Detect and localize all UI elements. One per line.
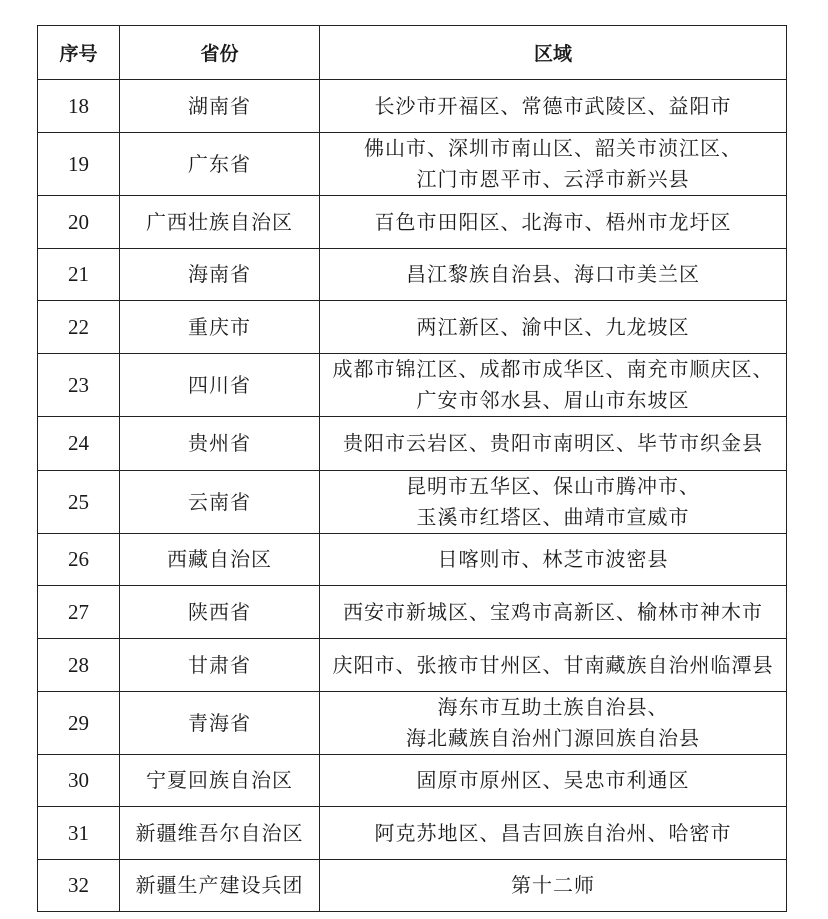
row-index: 25 — [38, 471, 120, 534]
row-index: 28 — [38, 639, 120, 692]
header-index: 序号 — [38, 26, 120, 80]
region-line: 昌江黎族自治县、海口市美兰区 — [406, 262, 700, 286]
region-line: 固原市原州区、吴忠市利通区 — [416, 768, 690, 792]
table-row — [38, 133, 787, 196]
row-region — [320, 354, 787, 417]
region-line: 长沙市开福区、常德市武陵区、益阳市 — [374, 93, 732, 118]
table-row — [38, 692, 787, 755]
region-line: 庆阳市、张掖市甘州区、甘南藏族自治州临潭县 — [332, 652, 774, 677]
region-line: 贵阳市云岩区、贵阳市南明区、毕节市织金县 — [343, 431, 763, 455]
row-province: 新疆生产建设兵团 — [120, 860, 320, 912]
row-region — [320, 133, 787, 196]
row-province: 宁夏回族自治区 — [120, 755, 320, 807]
row-province: 广西壮族自治区 — [120, 196, 320, 249]
row-index: 19 — [38, 133, 120, 196]
table-row — [38, 471, 787, 534]
row-province: 云南省 — [120, 471, 320, 534]
table-row — [38, 755, 787, 807]
row-index: 32 — [38, 860, 120, 912]
table-row — [38, 249, 787, 301]
table-row — [38, 80, 787, 133]
row-region — [320, 417, 787, 471]
row-region — [320, 639, 787, 692]
region-line: 两江新区、渝中区、九龙坡区 — [416, 314, 690, 339]
row-index: 31 — [38, 807, 120, 860]
row-region — [320, 196, 787, 249]
table-header-row — [38, 26, 787, 80]
row-index: 26 — [38, 534, 120, 586]
row-region — [320, 534, 787, 586]
region-line: 玉溪市红塔区、曲靖市宣威市 — [416, 505, 690, 529]
row-region — [320, 80, 787, 133]
region-line: 海北藏族自治州门源回族自治县 — [406, 726, 700, 750]
row-region — [320, 860, 787, 912]
table-row — [38, 534, 787, 586]
row-province: 新疆维吾尔自治区 — [120, 807, 320, 860]
row-province: 西藏自治区 — [120, 534, 320, 586]
row-region — [320, 692, 787, 755]
header-province: 省份 — [120, 26, 320, 80]
row-region — [320, 807, 787, 860]
region-line: 广安市邻水县、眉山市东坡区 — [416, 388, 690, 412]
region-line: 江门市恩平市、云浮市新兴县 — [416, 167, 690, 191]
region-line: 阿克苏地区、昌吉回族自治州、哈密市 — [374, 820, 732, 845]
row-index: 21 — [38, 249, 120, 301]
table-row — [38, 354, 787, 417]
row-region — [320, 301, 787, 354]
region-line: 百色市田阳区、北海市、梧州市龙圩区 — [374, 209, 732, 234]
row-region — [320, 249, 787, 301]
header-region: 区域 — [320, 26, 787, 80]
row-region — [320, 586, 787, 639]
row-province: 陕西省 — [120, 586, 320, 639]
table-body — [38, 80, 787, 912]
row-index: 20 — [38, 196, 120, 249]
row-province: 重庆市 — [120, 301, 320, 354]
table-row — [38, 586, 787, 639]
table-row — [38, 807, 787, 860]
region-line: 海东市互助土族自治县、 — [437, 695, 669, 719]
row-province: 青海省 — [120, 692, 320, 755]
row-index: 22 — [38, 301, 120, 354]
row-index: 27 — [38, 586, 120, 639]
row-province: 甘肃省 — [120, 639, 320, 692]
row-province: 海南省 — [120, 249, 320, 301]
row-region — [320, 755, 787, 807]
region-line: 第十二师 — [511, 873, 595, 897]
row-index: 18 — [38, 80, 120, 133]
row-index: 30 — [38, 755, 120, 807]
region-line: 佛山市、深圳市南山区、韶关市浈江区、 — [364, 136, 742, 160]
region-line: 日喀则市、林芝市波密县 — [437, 547, 669, 571]
region-table — [37, 25, 787, 912]
table-row — [38, 301, 787, 354]
row-province: 四川省 — [120, 354, 320, 417]
region-line: 西安市新城区、宝鸡市高新区、榆林市神木市 — [343, 599, 763, 624]
table-row — [38, 196, 787, 249]
row-index: 24 — [38, 417, 120, 471]
region-line: 成都市锦江区、成都市成华区、南充市顺庆区、 — [332, 357, 774, 381]
region-line: 昆明市五华区、保山市腾冲市、 — [406, 474, 700, 498]
row-province: 广东省 — [120, 133, 320, 196]
row-province: 湖南省 — [120, 80, 320, 133]
row-index: 29 — [38, 692, 120, 755]
row-index: 23 — [38, 354, 120, 417]
table-row — [38, 417, 787, 471]
table-row — [38, 639, 787, 692]
row-region — [320, 471, 787, 534]
row-province: 贵州省 — [120, 417, 320, 471]
document-page — [37, 25, 786, 912]
table-row — [38, 860, 787, 912]
